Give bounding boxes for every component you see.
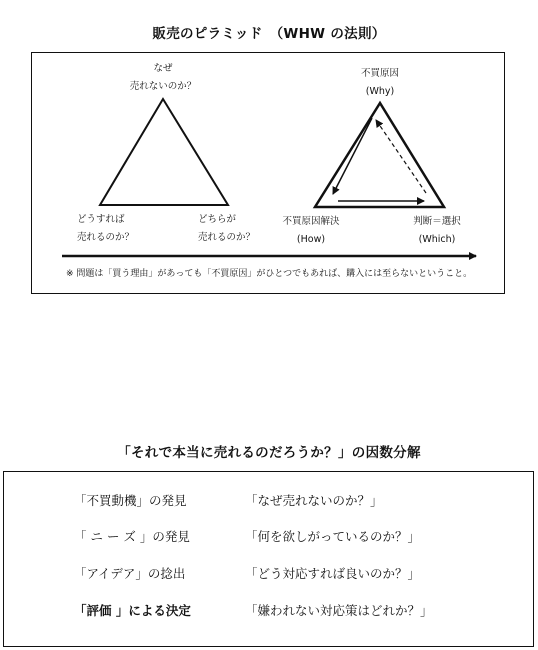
arrow-which-to-why	[376, 120, 426, 193]
right-top-line1: 不買原因	[360, 68, 399, 79]
factor-right-4: 「嫌われない対応策はどれか？」	[245, 603, 433, 618]
left-bottom-left-label	[77, 211, 134, 247]
factor-right-3: 「どう対応すれば良いのか？」	[245, 566, 421, 581]
left-bottom-left-line2: 売れるのか？	[77, 232, 135, 243]
factor-left-2: 「 ニ ー ズ 」の発見	[74, 529, 190, 544]
left-top-line1: なぜ	[153, 63, 173, 74]
right-bottom-left-label	[276, 213, 346, 249]
arrow-why-to-how	[333, 118, 372, 194]
pyramid-title: 販売のピラミッド （WHW の法則）	[152, 26, 386, 42]
left-triangle	[100, 99, 228, 205]
right-bottom-left-line2: (How)	[296, 234, 326, 245]
right-top-line2: (Why)	[365, 86, 395, 97]
left-bottom-right-line1: どちらが	[198, 214, 237, 225]
factor-left-4: 「評価 」による決定	[74, 603, 191, 618]
left-top-label	[123, 60, 203, 96]
left-bottom-right-line2: 売れるのか？	[198, 232, 256, 243]
factor-right-1: 「なぜ売れないのか？」	[245, 493, 383, 508]
factor-title: 「それで本当に売れるのだろうか？」の因数分解	[117, 445, 421, 461]
right-bottom-right-line1: 判断＝選択	[413, 216, 461, 227]
right-bottom-right-line2: (Which)	[418, 234, 456, 245]
factor-left-3: 「アイデア」の捻出	[74, 566, 186, 581]
right-bottom-left-line1: 不買原因解決	[282, 216, 340, 227]
pyramid-diagram	[0, 0, 538, 300]
factor-right-2: 「何を欲しがっているのか？」	[245, 529, 421, 544]
pyramid-note: ※ 問題は「買う理由」があっても「不買原因」がひとつでもあれば、購入には至らないということ。	[66, 269, 473, 279]
right-top-label	[340, 65, 420, 101]
left-top-line2: 売れないのか？	[129, 81, 197, 92]
right-bottom-right-label	[406, 213, 468, 249]
left-bottom-left-line1: どうすれば	[77, 214, 125, 225]
left-bottom-right-label	[198, 211, 255, 247]
factor-left-1: 「不買動機」の発見	[74, 493, 187, 508]
